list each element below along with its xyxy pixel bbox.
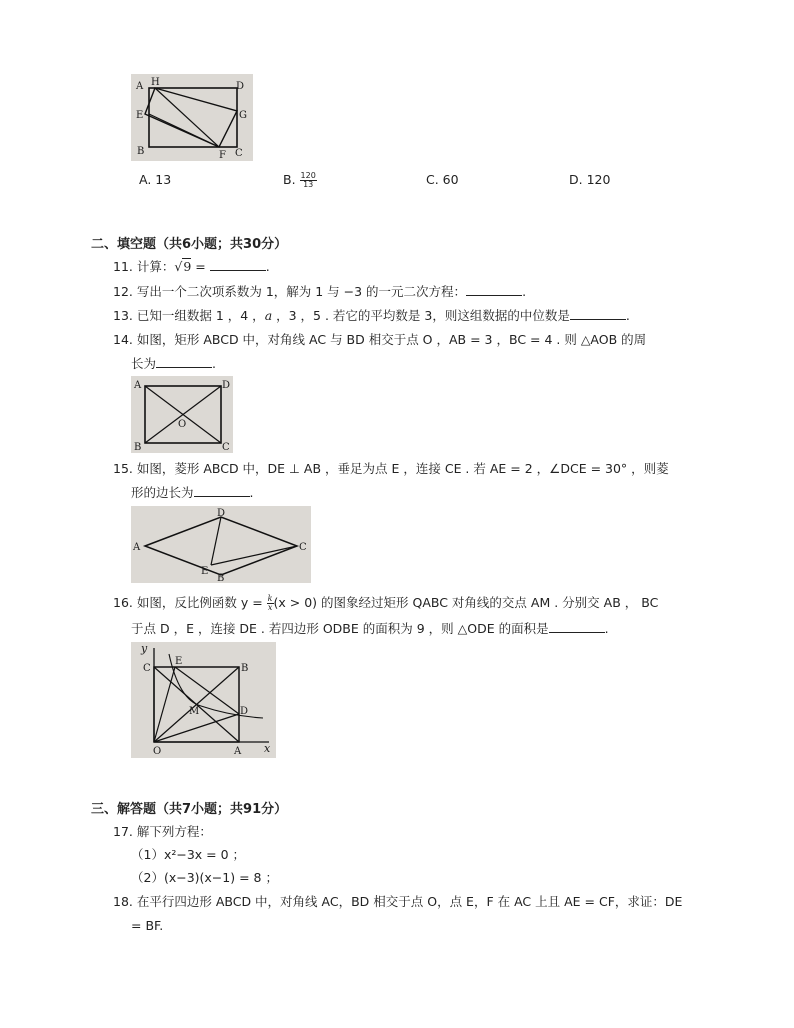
q12-text: 12. 写出一个二次项系数为 1，解为 1 与 −3 的一元二次方程：: [113, 284, 467, 299]
q16-line2: [131, 620, 609, 638]
q16-line1: [113, 594, 658, 612]
q15-figure: [131, 506, 311, 583]
q16-frac-x: x: [267, 603, 273, 612]
q15-label-c: C: [299, 542, 307, 553]
q12: [113, 283, 526, 301]
q16-label-y: y: [141, 642, 148, 655]
q10-label-e: E: [136, 110, 144, 121]
q10-label-h: H: [151, 77, 160, 88]
q11-sqrt: √9: [174, 259, 192, 274]
q16-label-b: B: [241, 663, 249, 674]
q14-line2-text: 长为: [131, 356, 157, 371]
q10-choice-b[interactable]: [283, 172, 317, 189]
q10-choice-b-fraction: [300, 172, 317, 189]
q16-line1a: 16. 如图，反比例函数 y =: [113, 595, 263, 610]
q11-end: .: [265, 259, 270, 274]
q15-line2-text: 形的边长为: [131, 485, 194, 500]
q15-label-e: E: [201, 566, 209, 577]
q16-label-d: D: [240, 706, 249, 717]
q13-answer-blank[interactable]: [570, 307, 626, 320]
q13-text1: 13. 已知一组数据 1 ，4 ，: [113, 308, 265, 323]
q15-line2: [131, 484, 254, 502]
q17-item2: （2）(x−3)(x−1) = 8 ；: [131, 870, 278, 885]
q10-label-c: C: [235, 148, 243, 159]
q14-line2: [131, 355, 216, 373]
q15-answer-blank[interactable]: [194, 484, 250, 497]
q18-line2: = BF.: [131, 918, 164, 933]
q10-choice-b-den: 13: [303, 180, 314, 189]
section2-heading: 二、填空题（共6小题；共30分）: [91, 237, 288, 252]
q16-label-c: C: [143, 663, 151, 674]
q14-label-b: B: [134, 442, 142, 453]
q10-choice-b-num: 120: [300, 171, 316, 180]
q16-figure: [131, 642, 276, 758]
q15-label-d: D: [217, 508, 226, 519]
q14-answer-blank[interactable]: [156, 355, 212, 368]
q10-label-f: F: [219, 150, 226, 161]
q14-label-a: A: [134, 380, 142, 391]
q10-choice-c[interactable]: C. 60: [426, 172, 459, 187]
q16-line2-text: 于点 D ，E ，连接 DE . 若四边形 ODBE 的面积为 9 ，则 △ODE 的面积是: [131, 621, 549, 636]
q14-figure: [131, 376, 233, 453]
q14-label-o: O: [178, 419, 187, 430]
q15-end: .: [249, 485, 254, 500]
q10-label-g: G: [239, 110, 247, 121]
q18-line1: 18. 在平行四边形 ABCD 中，对角线 AC，BD 相交于点 O，点 E，F 在 AC 上且 AE = CF，求证：DE: [113, 894, 683, 909]
q11-prefix: 11. 计算：: [113, 259, 175, 274]
q10-label-d: D: [236, 81, 245, 92]
q16-frac-k: k: [267, 594, 273, 603]
q14-line1: 14. 如图，矩形 ABCD 中，对角线 AC 与 BD 相交于点 O ，AB = 3 ，BC = 4 . 则 △AOB 的周: [113, 332, 647, 347]
q13-text2: ，3 ，5 . 若它的平均数是 3，则这组数据的中位数是: [272, 308, 570, 323]
q12-answer-blank[interactable]: [466, 283, 522, 296]
q10-label-b: B: [137, 146, 145, 157]
q14-label-c: C: [222, 442, 230, 453]
q10-figure: [131, 74, 253, 161]
section3-heading: 三、解答题（共7小题；共91分）: [91, 802, 288, 817]
q10-choice-d[interactable]: D. 120: [569, 172, 611, 187]
q17-item1: （1）x²−3x = 0 ；: [131, 847, 246, 862]
q15-label-b: B: [217, 573, 225, 583]
q15-label-a: A: [133, 542, 141, 553]
q13-var-a: a: [264, 308, 273, 323]
q15-line1: 15. 如图，菱形 ABCD 中，DE ⊥ AB ，垂足为点 E ，连接 CE . 若 AE = 2 ，∠DCE = 30° ，则菱: [113, 461, 669, 476]
q11-suffix: =: [191, 259, 210, 274]
q16-label-x: x: [264, 742, 271, 755]
q16-label-a: A: [234, 746, 242, 757]
q11: [113, 258, 270, 276]
q11-answer-blank[interactable]: [210, 258, 266, 271]
q16-answer-blank[interactable]: [549, 620, 605, 633]
q16-label-m: M: [189, 706, 200, 717]
q16-fraction: [267, 595, 274, 612]
q14-end: .: [212, 356, 216, 371]
q16-line1b: (x > 0) 的图象经过矩形 QABC 对角线的交点 AM . 分别交 AB ， BC: [273, 595, 659, 610]
q13: [113, 307, 630, 325]
q12-end: .: [522, 284, 527, 299]
q16-end: .: [604, 621, 609, 636]
q10-choice-b-prefix: B.: [283, 172, 296, 187]
q10-label-a: A: [136, 81, 144, 92]
q16-label-e: E: [175, 656, 183, 667]
q13-end: .: [625, 308, 630, 323]
q14-label-d: D: [222, 380, 231, 391]
q17-title: 17. 解下列方程：: [113, 824, 212, 839]
q10-choice-a[interactable]: A. 13: [139, 172, 172, 187]
q16-label-o: O: [153, 746, 162, 757]
